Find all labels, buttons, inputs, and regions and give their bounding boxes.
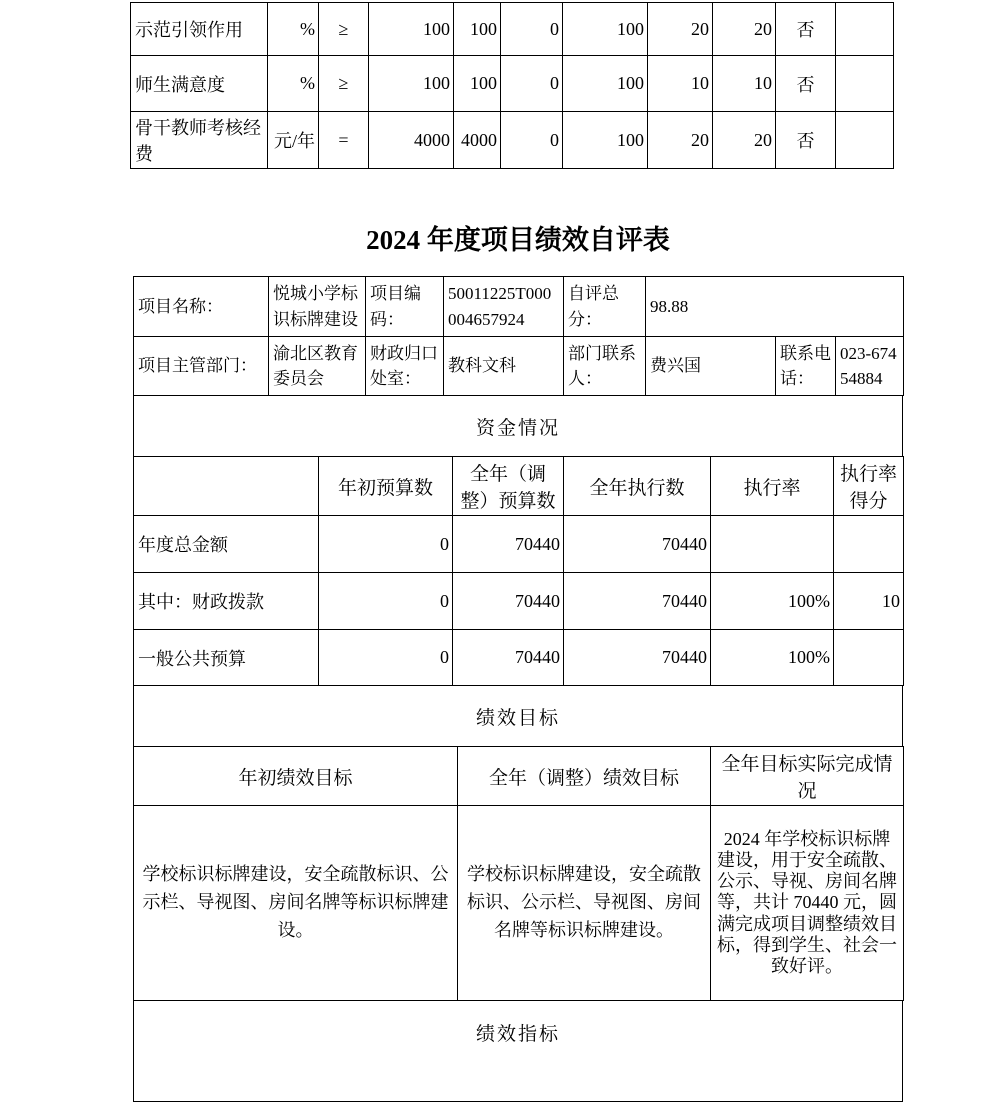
funding-header-initial-budget: 年初预算数	[319, 457, 453, 516]
rate-score-cell	[834, 630, 904, 686]
initial-budget-cell: 0	[319, 573, 453, 630]
funding-row-label: 年度总金额	[134, 516, 319, 573]
adjusted-budget-cell: 70440	[453, 630, 564, 686]
execution-rate-cell: 100%	[711, 573, 834, 630]
funding-row-total	[134, 516, 904, 573]
self-score-label: 自评总分：	[564, 277, 646, 337]
initial-budget-cell: 0	[319, 516, 453, 573]
deviation-cell: 否	[776, 112, 836, 169]
funding-row-label: 其中：财政拨款	[134, 573, 319, 630]
adjusted-goal-text: 学校标识标牌建设，安全疏散标识、公示栏、导视图、房间名牌等标识标牌建设。	[458, 806, 711, 1001]
funding-section-header	[133, 395, 903, 458]
element	[134, 277, 904, 396]
value-cell: 0	[501, 3, 563, 56]
adjusted-budget-cell: 70440	[453, 573, 564, 630]
executed-cell: 70440	[564, 630, 711, 686]
initial-goal-text: 学校标识标牌建设，安全疏散标识、公示栏、导视图、房间名牌等标识标牌建设。	[134, 806, 458, 1001]
deviation-cell: 否	[776, 56, 836, 112]
phone-label: 联系电话：	[776, 337, 836, 396]
indicators-section-header	[133, 1000, 903, 1102]
element	[134, 1000, 903, 1101]
page-title: 2024 年度项目绩效自评表	[366, 225, 670, 255]
value-cell: 0	[501, 112, 563, 169]
target-cell: 100	[369, 3, 454, 56]
indicator-row	[131, 112, 894, 169]
empty-cell	[836, 56, 894, 112]
funding-table	[133, 456, 904, 686]
table-row	[134, 685, 903, 747]
score-cell: 10	[713, 56, 776, 112]
execution-rate-cell	[711, 516, 834, 573]
operator-cell: =	[319, 112, 369, 169]
funding-section-label: 资金情况	[134, 395, 903, 457]
element	[134, 747, 904, 1001]
weight-cell: 20	[648, 3, 713, 56]
actual-completion-text: 2024 年学校标识标牌建设，用于安全疏散、公示、导视、房间名牌等，共计 70440 元，圆满完成项目调整绩效目标，得到学生、社会一致好评。	[711, 806, 904, 1001]
score-cell: 20	[713, 3, 776, 56]
deviation-cell: 否	[776, 3, 836, 56]
unit-cell: 元/年	[268, 112, 319, 169]
adjusted-cell: 4000	[454, 112, 501, 169]
contact-value: 费兴国	[646, 337, 776, 396]
office-label: 财政归口处室：	[366, 337, 444, 396]
table-row	[134, 1000, 903, 1101]
goals-section-label: 绩效目标	[134, 685, 903, 747]
completion-cell: 100	[563, 3, 648, 56]
goals-header-initial: 年初绩效目标	[134, 747, 458, 806]
contact-label: 部门联系人：	[564, 337, 646, 396]
operator-cell: ≥	[319, 3, 369, 56]
phone-value: 023-67454884	[836, 337, 904, 396]
element	[134, 395, 903, 457]
funding-header-row	[134, 457, 904, 516]
completion-cell: 100	[563, 56, 648, 112]
completion-cell: 100	[563, 112, 648, 169]
self-score-value: 98.88	[646, 277, 904, 337]
indicator-row	[131, 3, 894, 56]
score-cell: 20	[713, 112, 776, 169]
rate-score-cell: 10	[834, 573, 904, 630]
self-evaluation-form	[133, 276, 903, 1102]
funding-header-blank	[134, 457, 319, 516]
executed-cell: 70440	[564, 573, 711, 630]
adjusted-cell: 100	[454, 56, 501, 112]
project-info-row-1	[134, 277, 904, 337]
indicator-name-cell: 师生满意度	[131, 56, 268, 112]
goals-header-adjusted: 全年（调整）绩效目标	[458, 747, 711, 806]
weight-cell: 20	[648, 112, 713, 169]
element	[134, 685, 903, 747]
project-name-value: 悦城小学标识标牌建设	[269, 277, 366, 337]
target-cell: 100	[369, 56, 454, 112]
goals-content-row	[134, 806, 904, 1001]
operator-cell: ≥	[319, 56, 369, 112]
office-value: 教科文科	[444, 337, 564, 396]
funding-header-rate-score: 执行率得分	[834, 457, 904, 516]
indicator-table-fragment	[130, 2, 894, 169]
empty-cell	[836, 112, 894, 169]
funding-header-adjusted-budget: 全年（调整）预算数	[453, 457, 564, 516]
execution-rate-cell: 100%	[711, 630, 834, 686]
indicator-row	[131, 56, 894, 112]
project-code-label: 项目编码：	[366, 277, 444, 337]
project-info-row-2	[134, 337, 904, 396]
indicator-name-cell: 示范引领作用	[131, 3, 268, 56]
project-code-value: 50011225T000004657924	[444, 277, 564, 337]
value-cell: 0	[501, 56, 563, 112]
funding-header-executed: 全年执行数	[564, 457, 711, 516]
funding-row-public-budget	[134, 630, 904, 686]
target-cell: 4000	[369, 112, 454, 169]
element	[134, 457, 904, 686]
funding-row-fiscal	[134, 573, 904, 630]
initial-budget-cell: 0	[319, 630, 453, 686]
goals-section-header	[133, 685, 903, 748]
weight-cell: 10	[648, 56, 713, 112]
adjusted-cell: 100	[454, 3, 501, 56]
table-row	[134, 395, 903, 457]
goals-header-actual: 全年目标实际完成情况	[711, 747, 904, 806]
funding-header-execution-rate: 执行率	[711, 457, 834, 516]
indicators-section-label: 绩效指标	[134, 1000, 903, 1101]
rate-score-cell	[834, 516, 904, 573]
goals-header-row	[134, 747, 904, 806]
funding-row-label: 一般公共预算	[134, 630, 319, 686]
indicator-name-cell: 骨干教师考核经费	[131, 112, 268, 169]
adjusted-budget-cell: 70440	[453, 516, 564, 573]
unit-cell: %	[268, 56, 319, 112]
element	[131, 3, 894, 169]
executed-cell: 70440	[564, 516, 711, 573]
goals-table	[133, 746, 904, 1001]
project-name-label: 项目名称：	[134, 277, 269, 337]
unit-cell: %	[268, 3, 319, 56]
dept-label: 项目主管部门：	[134, 337, 269, 396]
empty-cell	[836, 3, 894, 56]
dept-value: 渝北区教育委员会	[269, 337, 366, 396]
project-info-table	[133, 276, 904, 396]
